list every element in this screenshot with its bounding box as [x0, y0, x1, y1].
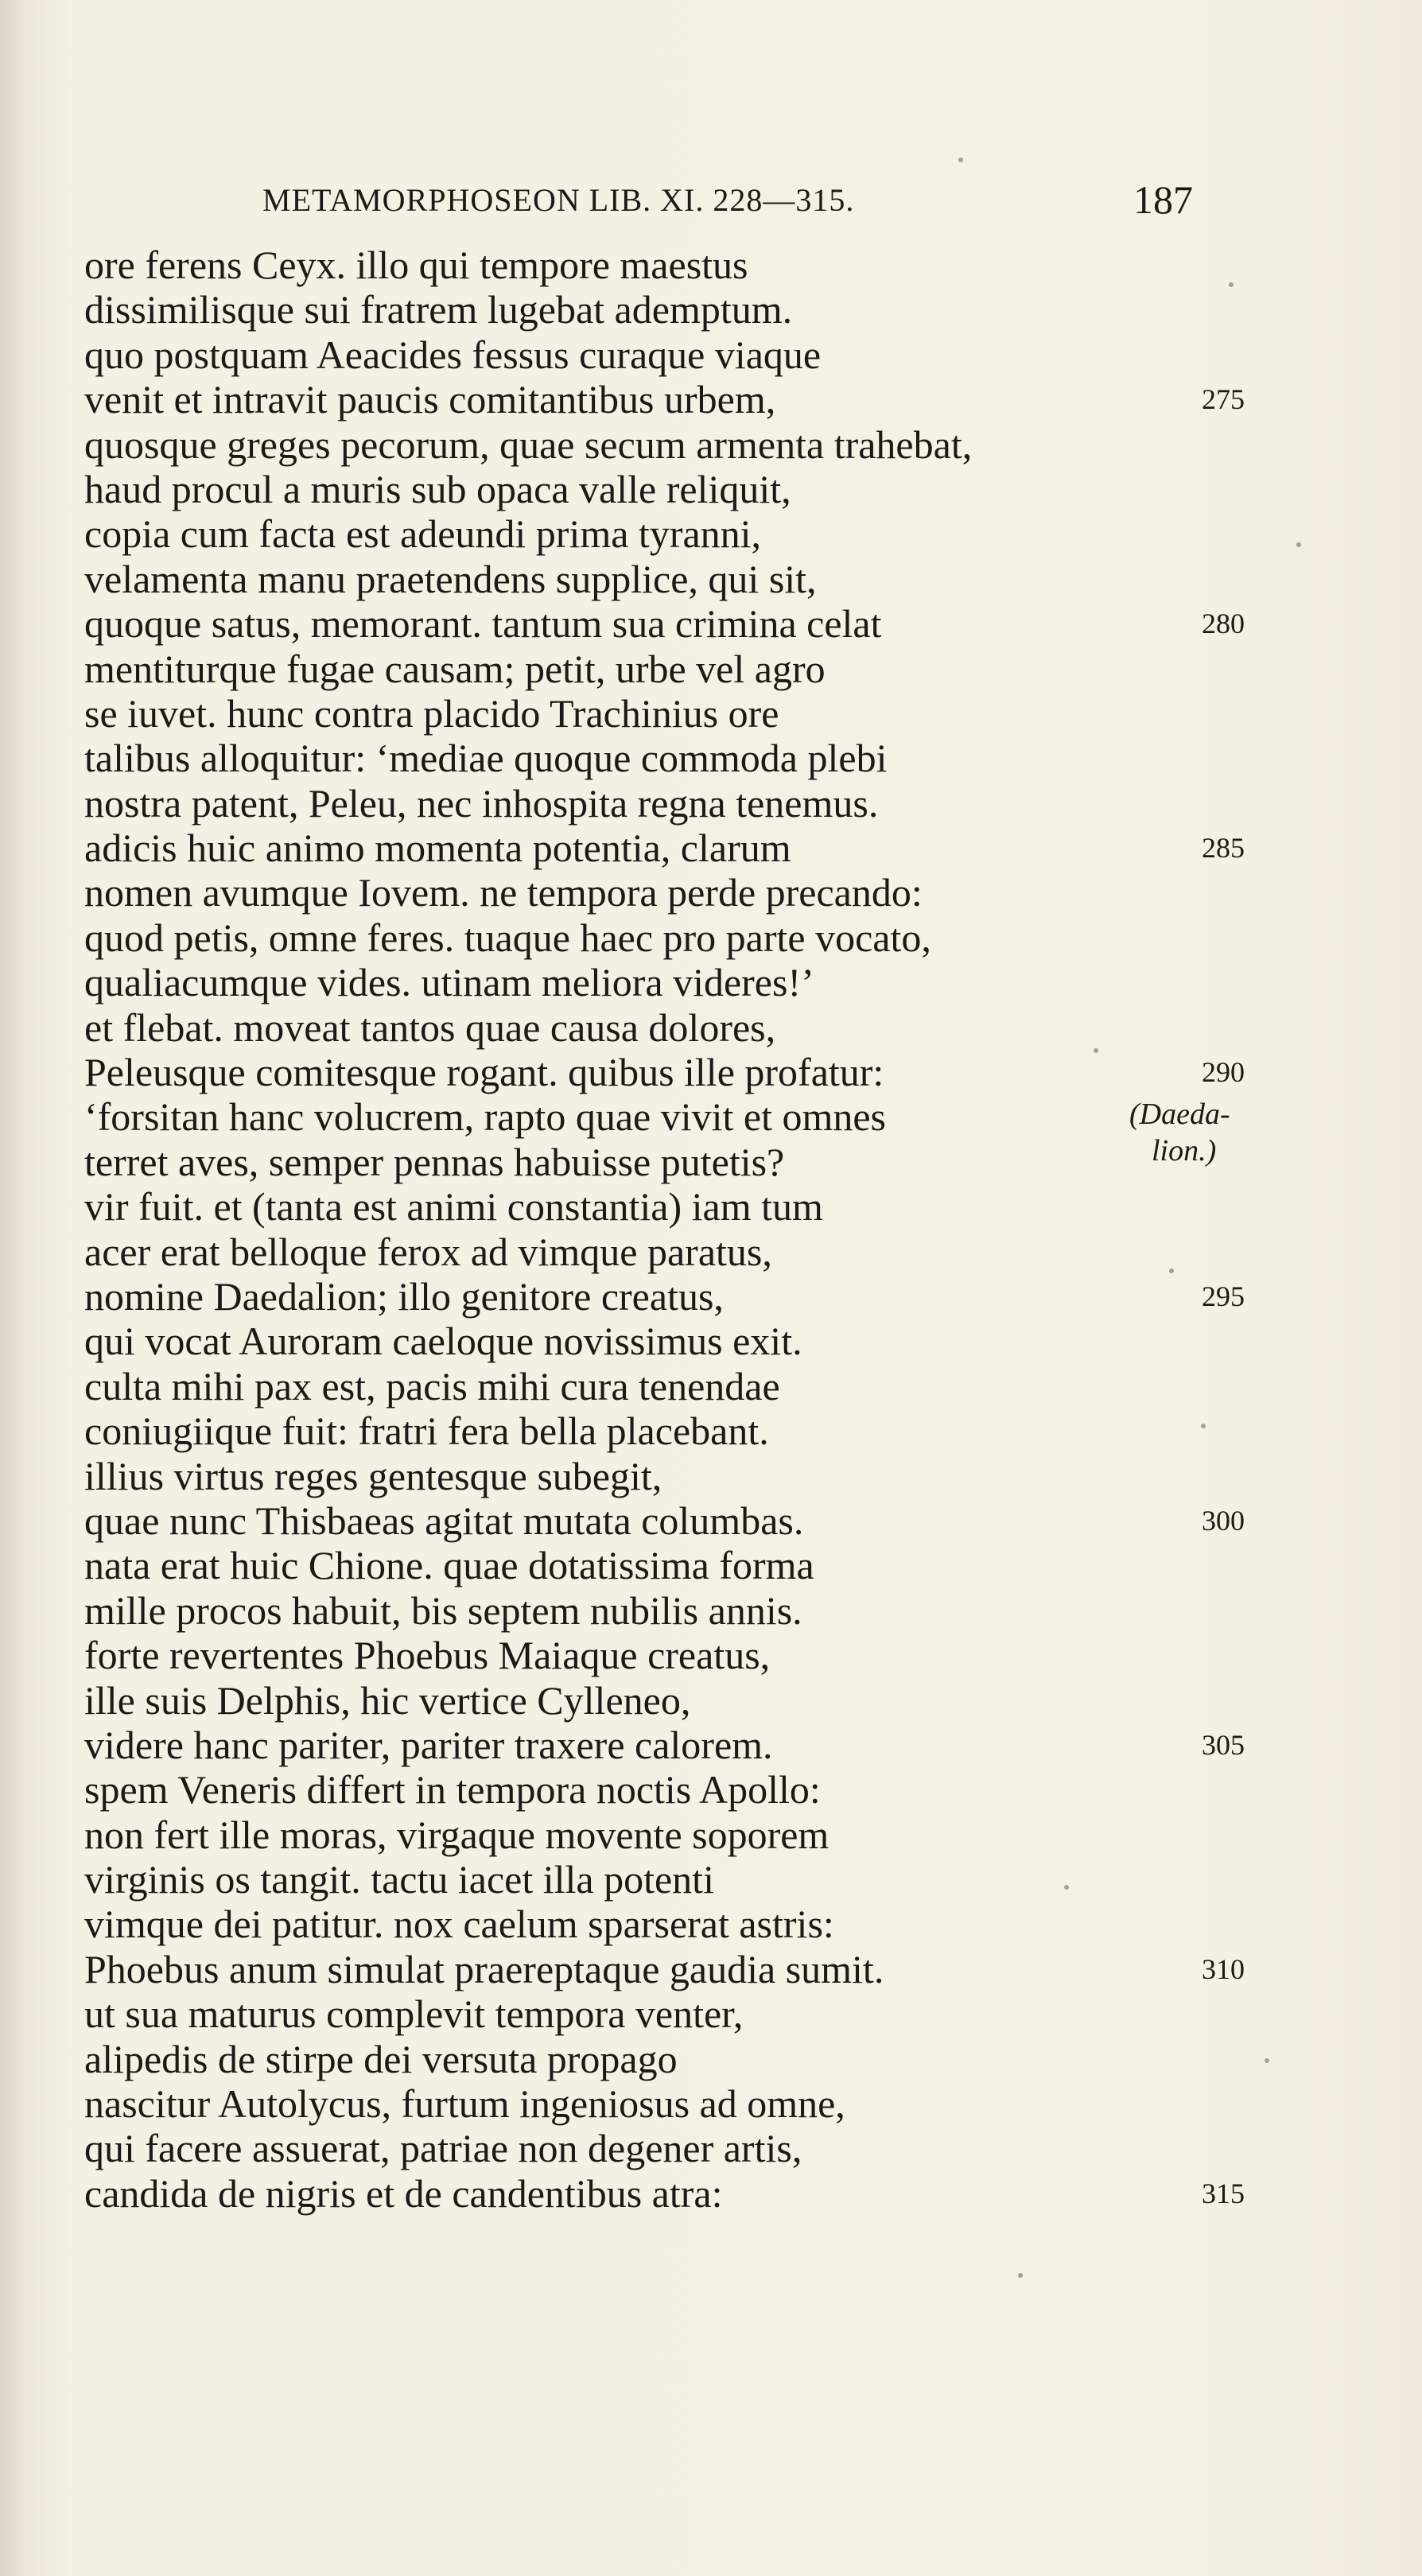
verse-text: nascitur Autolycus, furtum ingeniosus ad omne, — [84, 2081, 845, 2127]
print-speck — [1064, 1885, 1069, 1890]
verse-line — [84, 601, 1261, 646]
verse-text: vir fuit. et (tanta est animi constantia) iam tum — [84, 1184, 823, 1230]
marginal-note — [1129, 1096, 1230, 1169]
print-speck — [1229, 282, 1234, 287]
verse-line — [84, 1364, 1261, 1408]
print-speck — [1265, 2058, 1269, 2063]
verse-text: se iuvet. hunc contra placido Trachinius ore — [84, 690, 779, 736]
verse-line — [84, 781, 1261, 826]
print-speck — [1201, 1424, 1206, 1428]
verse-text: qualiacumque vides. utinam meliora videres!’ — [84, 960, 814, 1005]
verse-text: quosque greges pecorum, quae secum armenta trahebat, — [84, 422, 973, 467]
verse-text: Phoebus anum simulat praereptaque gaudia sumit. — [84, 1946, 884, 1991]
verse-line — [84, 1140, 1261, 1184]
verse-text: qui vocat Auroram caeloque novissimus exit. — [84, 1319, 802, 1364]
line-number: 275 — [1202, 383, 1245, 416]
verse-line — [84, 960, 1261, 1004]
verse-text: Peleusque comitesque rogant. quibus ille profatur: — [84, 1050, 884, 1095]
verse-text: ut sua maturus complevit tempora venter, — [84, 1991, 744, 2037]
verse-text: candida de nigris et de candentibus atra: — [84, 2170, 723, 2216]
verse-text: nostra patent, Peleu, nec inhospita regna tenemus. — [84, 780, 879, 826]
verse-text: haud procul a muris sub opaca valle reliquit, — [84, 466, 791, 511]
verse-text: nomine Daedalion; illo genitore creatus, — [84, 1273, 724, 1319]
verse-line — [84, 2126, 1261, 2170]
verse-text: spem Veneris differt in tempora noctis Apollo: — [84, 1767, 821, 1813]
verse-line — [84, 287, 1261, 332]
line-number: 310 — [1202, 1952, 1245, 1985]
verse-line — [84, 1184, 1261, 1229]
verse-line — [84, 1813, 1261, 1857]
print-speck — [1094, 1048, 1098, 1053]
print-speck — [958, 157, 963, 162]
verse-text: terret aves, semper pennas habuisse putetis? — [84, 1139, 785, 1184]
verse-line — [84, 1633, 1261, 1677]
verse-text: culta mihi pax est, pacis mihi cura tenendae — [84, 1363, 780, 1408]
verse-line — [84, 1902, 1261, 1946]
verse-line — [84, 332, 1261, 377]
running-title: METAMORPHOSEON LIB. XI. 228—315. — [262, 182, 855, 218]
page-header — [262, 177, 1193, 224]
verse-line — [84, 1857, 1261, 1902]
verse-line — [84, 1319, 1261, 1363]
verse-line — [84, 1454, 1261, 1498]
verse-line — [84, 1230, 1261, 1274]
verse-text: ‘forsitan hanc volucrem, rapto quae vivit et omnes — [84, 1094, 887, 1140]
verse-line — [84, 377, 1261, 422]
verse-text: dissimilisque sui fratrem lugebat ademptum. — [84, 287, 793, 332]
verse-text: quod petis, omne feres. tuaque haec pro parte vocato, — [84, 915, 931, 960]
verse-text: videre hanc pariter, pariter traxere calorem. — [84, 1722, 773, 1767]
verse-text: ille suis Delphis, hic vertice Cylleneo, — [84, 1677, 691, 1723]
verse-text: non fert ille moras, virgaque movente soporem — [84, 1812, 830, 1857]
verse-text: mentiturque fugae causam; petit, urbe vel agro — [84, 646, 826, 691]
print-speck — [1296, 542, 1301, 547]
verse-text: forte revertentes Phoebus Maiaque creatus, — [84, 1633, 771, 1678]
verse-line — [84, 1723, 1261, 1767]
verse-line — [84, 2037, 1261, 2081]
verse-line — [84, 467, 1261, 511]
verse-line — [84, 1991, 1261, 2036]
verse-line — [84, 1588, 1261, 1633]
verse-block — [84, 243, 1261, 2216]
line-number: 305 — [1202, 1728, 1245, 1761]
verse-line — [84, 1678, 1261, 1723]
verse-text: talibus alloquitur: ‘mediae quoque commoda plebi — [84, 736, 888, 781]
line-number: 300 — [1202, 1504, 1245, 1537]
verse-line — [84, 1767, 1261, 1812]
line-number: 285 — [1202, 832, 1245, 864]
verse-line — [84, 1498, 1261, 1543]
print-speck — [1018, 2273, 1023, 2278]
verse-line — [84, 736, 1261, 780]
verse-line — [84, 557, 1261, 601]
verse-text: nata erat huic Chione. quae dotatissima forma — [84, 1543, 814, 1588]
verse-text: acer erat belloque ferox ad vimque paratus, — [84, 1229, 772, 1274]
verse-line — [84, 243, 1261, 287]
marginal-note-line: lion.) — [1152, 1134, 1217, 1168]
marginal-note-line: (Daeda- — [1129, 1098, 1230, 1131]
verse-line — [84, 511, 1261, 556]
verse-line — [84, 1543, 1261, 1587]
line-number: 295 — [1202, 1280, 1245, 1312]
verse-line — [84, 691, 1261, 736]
verse-line — [84, 647, 1261, 691]
verse-text: quo postquam Aeacides fessus curaque viaque — [84, 332, 822, 377]
print-speck — [1169, 1269, 1174, 1273]
verse-line — [84, 1005, 1261, 1050]
verse-text: ore ferens Ceyx. illo qui tempore maestus — [84, 243, 748, 287]
verse-text: virginis os tangit. tactu iacet illa potenti — [84, 1857, 714, 1902]
verse-text: quae nunc Thisbaeas agitat mutata columbas. — [84, 1498, 804, 1543]
verse-text: alipedis de stirpe dei versuta propago — [84, 2036, 678, 2081]
verse-text: velamenta manu praetendens supplice, qui sit, — [84, 556, 817, 601]
verse-line — [84, 2171, 1261, 2216]
verse-line — [84, 826, 1261, 870]
verse-text: quoque satus, memorant. tantum sua crimina celat — [84, 601, 882, 647]
verse-text: coniugiique fuit: fratri fera bella placebant. — [84, 1408, 769, 1454]
verse-text: illius virtus reges gentesque subegit, — [84, 1453, 662, 1498]
verse-text: et flebat. moveat tantos quae causa dolores, — [84, 1004, 776, 1050]
verse-text: venit et intravit paucis comitantibus urbem, — [84, 377, 776, 422]
verse-line — [84, 1947, 1261, 1991]
page-number: 187 — [1133, 177, 1193, 222]
verse-line — [84, 2081, 1261, 2126]
verse-line — [84, 870, 1261, 915]
verse-line — [84, 1050, 1261, 1094]
verse-text: vimque dei patitur. nox caelum sparserat astris: — [84, 1902, 834, 1947]
line-number: 290 — [1202, 1056, 1245, 1089]
verse-line — [84, 915, 1261, 960]
line-number: 280 — [1202, 608, 1245, 640]
verse-text: qui facere assuerat, patriae non degener artis, — [84, 2126, 802, 2171]
verse-text: mille procos habuit, bis septem nubilis annis. — [84, 1587, 802, 1633]
verse-line — [84, 1274, 1261, 1319]
verse-line — [84, 422, 1261, 467]
verse-text: nomen avumque Iovem. ne tempora perde precando: — [84, 870, 923, 915]
verse-text: copia cum facta est adeundi prima tyranni, — [84, 511, 762, 557]
verse-text: adicis huic animo momenta potentia, clarum — [84, 826, 791, 871]
verse-line — [84, 1408, 1261, 1453]
verse-line — [84, 1094, 1261, 1139]
line-number: 315 — [1202, 2177, 1245, 2209]
